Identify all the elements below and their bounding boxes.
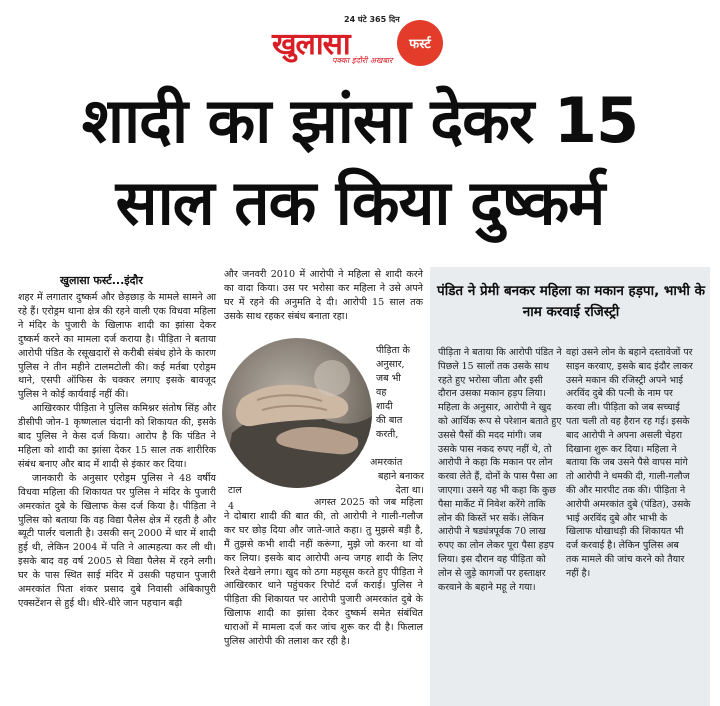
wrap-line: 4	[228, 501, 235, 512]
paragraph: जानकारी के अनुसार एरोड्रम पुलिस ने 48 वर्षीय विधवा महिला की शिकायत पर पुलिस ने मंदिर के पुजारी अमरकांत दुबे के खिलाफ केस दर्ज किया है। पीड़िता ने पुलिस को बताया कि वह विद्या पैलेस क्षेत्र में रहती है और ब्यूटी पार्लर चलाती है। उसकी सन् 2000 में धार में शादी हुई थी, लेकिन 2004 में पति ने आत्महत्या कर ली थी। इसके बाद वह वर्ष 2005 से विद्या पैलेस में रहने लगी। घर के पास स्थित साई मंदिर में उसकी पहचान पुजारी अमरकांत पिता शंकर प्रसाद दुबे निवासी अंबिकापुरी एक्सटेंशन से हुई थी। धीरे-धीरे जान पहचान बढ़ी	[18, 472, 216, 609]
wrap-line: की बात	[376, 415, 403, 426]
article-column-2-top	[224, 268, 423, 324]
byline: खुलासा फर्स्ट...इंदौर	[60, 274, 143, 287]
masthead-subtitle: पक्का इंदौरी अखबार	[332, 56, 393, 65]
paragraph: शहर में लगातार दुष्कर्म और छेड़छाड़ के मामले सामने आ रहे हैं। एरोड्रम थाना क्षेत्र की रहने वाली एक विधवा महिला ने मंदिर के पुजारी के खिलाफ शादी का झांसा देकर दुष्कर्म करने का मामला दर्ज कराया है। पीड़िता ने बताया आरोपी पंडित के रसूखदारों से करीबी संबंध होने के कारण पुलिस ने तीन महीने टालमटोली की। कई मर्तबा एरोड्रम थाने, एसपी ऑफिस के चक्कर लगाए इसके बावजूद पुलिस ने कोई कार्यवाई नहीं की।	[18, 292, 216, 401]
wrap-line: जब भी	[376, 373, 401, 384]
sidebar-column-right	[566, 346, 694, 581]
masthead-tagline: 24 घंटे 365 दिन	[344, 15, 400, 24]
wrap-line: देता था।	[395, 485, 424, 496]
hands-image	[222, 338, 372, 488]
article-column-1	[18, 291, 216, 611]
paragraph: वहां उसने लोन के बहाने दस्तावेजों पर साइन करवाए, इसके बाद इंदौर लाकर उसने मकान की रजिस्ट्री अपने भाई अरविंद दुबे की पत्नी के नाम पर करवा ली। पीड़िता को जब सच्चाई पता चली तो वह हैरान रह गई। इसके बाद आरोपी ने अपना असली चेहरा दिखाना शुरू कर दिया। महिला ने बताया कि जब उसने पैसे वापस मांगे तो आरोपी ने धमकी दी, गाली-गलौज की और मारपीट तक की। पीड़िता ने आरोपी अमरकांत दुबे (पंडित), उसके भाई अरविंद दुबे और भाभी के खिलाफ धोखाधड़ी की शिकायत भी दर्ज करवाई है। लेकिन पुलिस अब तक मामले की जांच करने को तैयार नहीं है।	[566, 347, 693, 579]
wrap-line: पीड़िता के	[376, 345, 410, 356]
sidebar-title: पंडित ने प्रेमी बनकर महिला का मकान हड़पा, भाभी के नाम करवाई रजिस्ट्री	[437, 283, 705, 320]
headline-line-1: शादी का झांसा देकर 15	[81, 84, 639, 157]
masthead-badge: फर्स्ट	[397, 20, 443, 66]
masthead-name: खुलासा	[272, 27, 350, 62]
article-photo	[222, 338, 372, 488]
wrap-line: शादी	[376, 401, 393, 412]
wrap-line: बहाने बनाकर	[377, 471, 424, 482]
paragraph: पीड़िता ने बताया कि आरोपी पंडित ने पिछले 15 सालों तक उसके साथ रहते हुए भरोसा जीता और इसी दौरान उसका मकान हड़प लिया। महिला के अनुसार, आरोपी ने खुद को आर्थिक रूप से परेशान बताते हुए उससे पैसों की मदद मांगी। जब उसके पास नकद रुपए नहीं थे, तो आरोपी ने कहा कि मकान पर लोन करवा लेते हैं, दोनों के पास पैसा आ जाएगा। उसने यह भी कहा कि कुछ पैसा मार्केट में निवेश करेंगे ताकि लोन की किस्तें भर सकें। लेकिन आरोपी ने षड्यंत्रपूर्वक 70 लाख रुपए का लोन लेकर पूरा पैसा हड़प लिया। इस दौरान वह पीड़िता को लोन से जुड़े कागजों पर हस्ताक्षर करवाने के बहाने महू ले गया।	[438, 347, 562, 593]
masthead	[262, 14, 462, 68]
paragraph: और जनवरी 2010 में आरोपी ने महिला से शादी करने का वादा किया। उस पर भरोसा कर महिला ने उसे अपने घर में रहने की अनुमति दे दी। आरोपी 15 साल तक उसके साथ रहकर संबंध बनाता रहा।	[224, 269, 423, 322]
article-column-2-bottom	[224, 496, 423, 649]
paragraph: आखिरकार पीड़िता ने पुलिस कमिश्नर संतोष सिंह और डीसीपी जोन-1 कृष्णलाल चंदानी को शिकायत की, इसके बाद पुलिस ने केस दर्ज किया। आरोप है कि पंडित ने महिला को शादी का झांसा देकर 15 साल तक शारीरिक संबंध बनाए और बाद में शादी से इंकार कर दिया।	[18, 403, 216, 470]
wrap-line: टाल	[228, 485, 242, 496]
headline	[10, 80, 710, 244]
sidebar-column-left	[438, 346, 562, 594]
wrap-line: अमरकांत	[370, 457, 403, 468]
wrap-line: करती,	[376, 429, 399, 440]
wrap-line: वह	[376, 387, 387, 398]
wrap-line: अनुसार,	[376, 359, 405, 370]
headline-line-2: साल तक किया दुष्कर्म	[115, 166, 605, 239]
paragraph: अगस्त 2025 को जब महिला ने दोबारा शादी की बात की, तो आरोपी ने गाली-गलौज कर घर छोड़ दिया और जाते-जाते कहा। तु मुझसे बड़ी है, मैं तुझसे कभी शादी नहीं करूंगा, मुझे जो करना था वो कर लिया। इसके बाद आरोपी अन्य जगह शादी के लिए रिश्ते देखने लगा। खुद को ठगा महसूस करते हुए पीड़िता ने आखिरकार थाने पहुंचकर रिपोर्ट दर्ज कराई। पुलिस ने पीड़िता की शिकायत पर आरोपी पुजारी अमरकांत दुबे के खिलाफ शादी का झांसा देकर दुष्कर्म समेत संबंधित धाराओं में मामला दर्ज कर जांच शुरू कर दी है। फिलाल पुलिस आरोपी की तलाश कर रही है।	[224, 497, 423, 648]
